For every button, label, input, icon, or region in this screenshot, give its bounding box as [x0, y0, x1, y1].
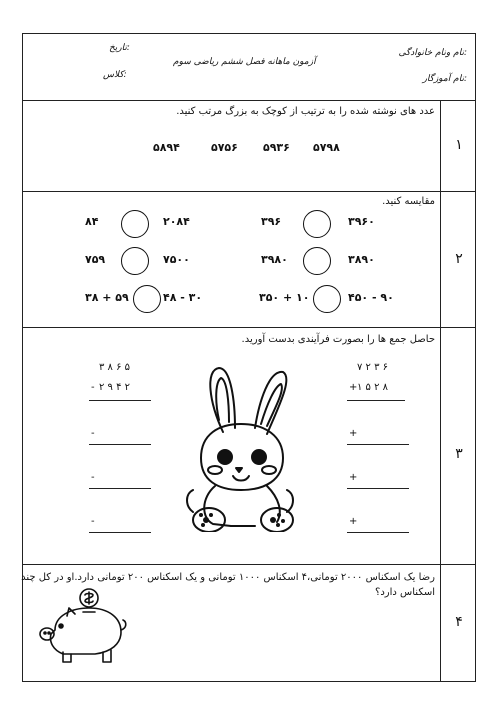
q1-number: ۵۷۹۸ — [313, 141, 340, 154]
compare-circle[interactable] — [133, 285, 161, 313]
divider — [23, 564, 475, 565]
compare-right: ۳۹۸۰ — [261, 253, 288, 266]
q4-question-line1: رضا یک اسکناس ۲۰۰۰ تومانی،۴ اسکناس ۱۰۰۰ تومانی و یک اسکناس ۲۰۰ تومانی دارد.او در کل چند — [21, 572, 435, 583]
exam-title: آزمون ماهانه فصل ششم ریاضی سوم — [173, 57, 316, 67]
plus-sign: + — [349, 516, 358, 527]
compare-circle[interactable] — [303, 210, 331, 238]
plus-sign: + — [349, 382, 358, 393]
compare-circle[interactable] — [303, 247, 331, 275]
q1-number: ۵۸۹۴ — [153, 141, 180, 154]
teacher-name-label: نام آموزگار: — [422, 74, 467, 84]
compare-circle[interactable] — [313, 285, 341, 313]
plus-sign: + — [349, 428, 358, 439]
compare-circle[interactable] — [121, 247, 149, 275]
compare-right: ۳۹۶ — [261, 215, 282, 228]
answer-line — [347, 400, 405, 401]
class-label: کلاس: — [103, 70, 127, 80]
compare-left: ۲۰۸۴ — [163, 215, 190, 228]
minus-sign: - — [91, 516, 95, 527]
answer-line[interactable] — [347, 488, 409, 489]
row-number: ۲ — [455, 251, 463, 267]
row-number: ۴ — [455, 614, 463, 630]
divider — [23, 100, 475, 101]
divider — [23, 191, 475, 192]
answer-line[interactable] — [89, 444, 151, 445]
compare-right: ۳۸ + ۵۹ — [85, 291, 129, 304]
compare-left: ۴۸ - ۳۰ — [163, 291, 203, 304]
minus-sign: - — [91, 382, 95, 393]
q3-instruction: حاصل جمع ها را بصورت فرآیندی بدست آورید. — [241, 334, 435, 345]
divider — [23, 327, 475, 328]
compare-left: ۷۵۰۰ — [163, 253, 190, 266]
left-bottom-number: ۲ ۹ ۴ ۲ — [99, 382, 131, 393]
answer-line — [89, 400, 151, 401]
bunny-illustration — [179, 362, 301, 532]
compare-circle[interactable] — [121, 210, 149, 238]
minus-sign: - — [91, 472, 95, 483]
answer-line[interactable] — [347, 532, 409, 533]
compare-right: ۷۵۹ — [85, 253, 106, 266]
piggy-bank-illustration — [33, 586, 129, 666]
answer-line[interactable] — [89, 488, 151, 489]
compare-right: ۳۵۰ + ۱۰ — [259, 291, 310, 304]
answer-line[interactable] — [347, 444, 409, 445]
plus-sign: + — [349, 472, 358, 483]
compare-left: ۳۹۶۰ — [348, 215, 375, 228]
compare-left: ۴۵۰ - ۹۰ — [348, 291, 394, 304]
row-number: ۱ — [455, 137, 463, 153]
worksheet — [22, 33, 476, 682]
right-bottom-number: ۱ ۵ ۲ ۸ — [357, 382, 389, 393]
compare-right: ۸۴ — [85, 215, 99, 228]
left-top-number: ۳ ۸ ۶ ۵ — [99, 362, 131, 373]
q1-instruction: عدد های نوشته شده را به ترتیب از کوچک به بزرگ مرتب کنید. — [176, 106, 435, 117]
student-name-label: نام ونام خانوادگی: — [398, 48, 467, 58]
answer-line[interactable] — [89, 532, 151, 533]
right-top-number: ۷ ۲ ۳ ۶ — [357, 362, 389, 373]
q4-question-line2: اسکناس دارد؟ — [375, 587, 435, 598]
q1-number: ۵۷۵۶ — [211, 141, 238, 154]
column-divider — [440, 100, 441, 681]
compare-left: ۳۸۹۰ — [348, 253, 375, 266]
q2-instruction: مقایسه کنید. — [382, 196, 435, 207]
minus-sign: - — [91, 428, 95, 439]
date-label: تاریخ: — [109, 43, 130, 53]
q1-number: ۵۹۳۶ — [263, 141, 290, 154]
row-number: ۳ — [455, 446, 463, 462]
